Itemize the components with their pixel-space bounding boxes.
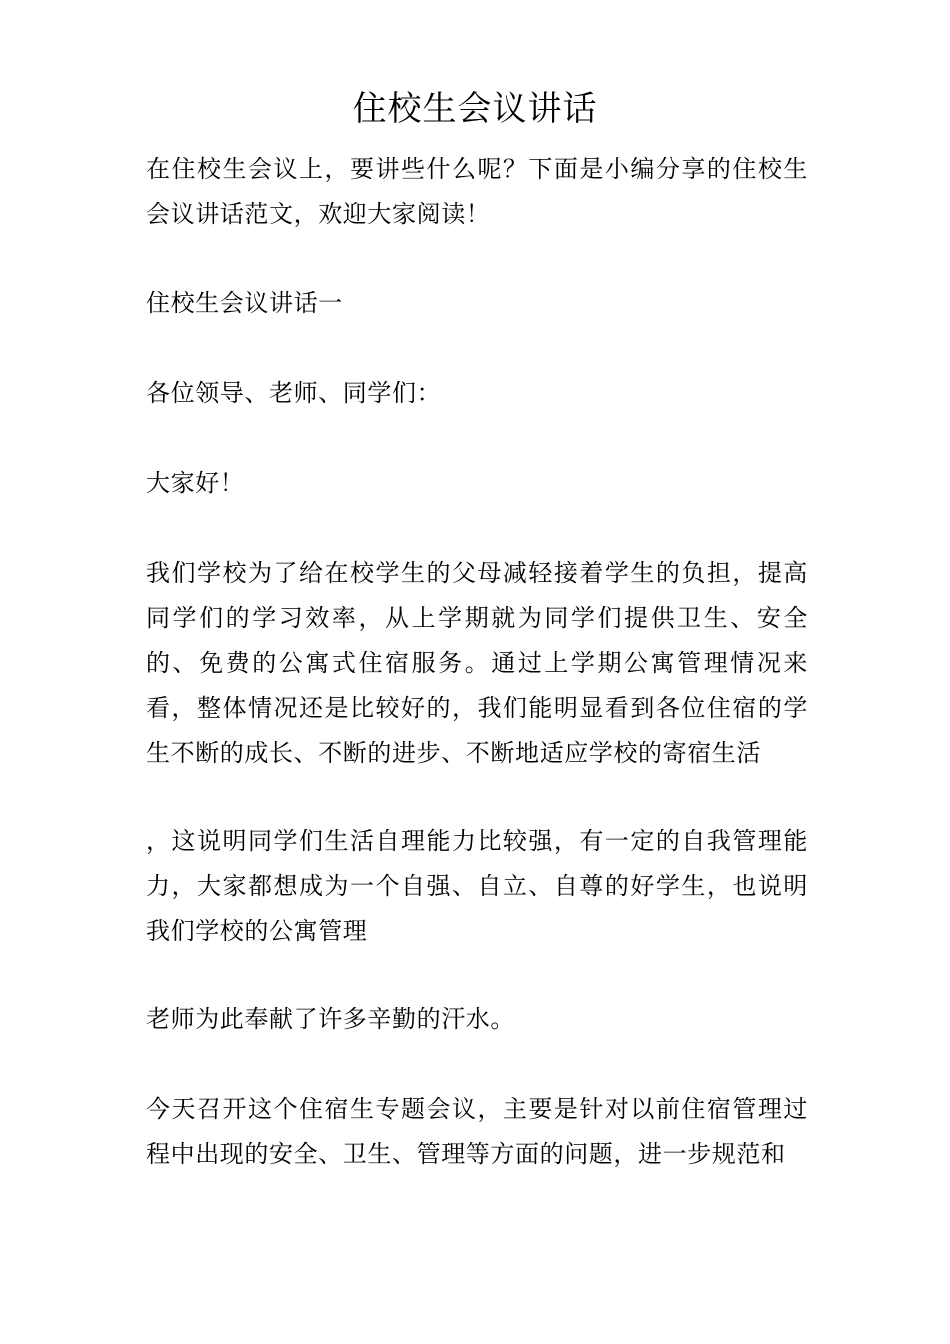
salutation: 各位领导、老师、同学们： bbox=[146, 379, 442, 407]
document-title: 住校生会议讲话 bbox=[352, 89, 598, 129]
body-paragraph: 今天召开这个住宿生专题会议，主要是针对以前住宿管理过程中出现的安全、卫生、管理等方面的问题，进一步规范和 bbox=[146, 1095, 808, 1168]
body-paragraph: 我们学校为了给在校学生的父母减轻接着学生的负担，提高同学们的学习效率，从上学期就为同学们提供卫生、安全的、免费的公寓式住宿服务。通过上学期公寓管理情况来看，整体情况还是比较好的，我们能明显看到各位住宿的学生不断的成长、不断的进步、不断地适应学校的寄宿生活 bbox=[146, 559, 808, 767]
intro-paragraph: 在住校生会议上，要讲些什么呢？下面是小编分享的住校生会议讲话范文，欢迎大家阅读！ bbox=[146, 155, 808, 228]
body-paragraph: ，这说明同学们生活自理能力比较强，有一定的自我管理能力，大家都想成为一个自强、自立、自尊的好学生，也说明我们学校的公寓管理 bbox=[146, 827, 808, 945]
greeting: 大家好！ bbox=[146, 469, 245, 497]
section-heading: 住校生会议讲话一 bbox=[146, 289, 343, 317]
body-paragraph: 老师为此奉献了许多辛勤的汗水。 bbox=[146, 1005, 515, 1033]
